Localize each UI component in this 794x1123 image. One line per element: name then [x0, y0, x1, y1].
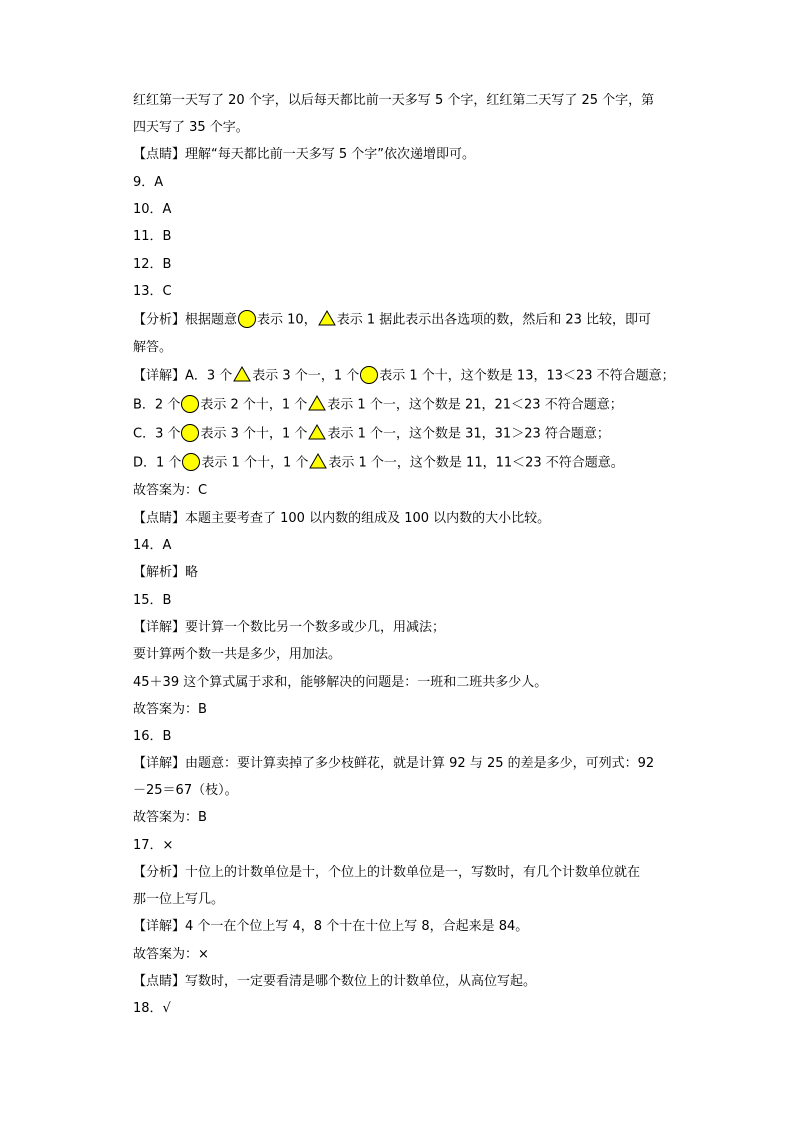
yellow-circle-icon [238, 310, 256, 328]
text-line: －25＝67（枝）。 [133, 783, 238, 798]
answer-line: 10．A [133, 202, 172, 217]
text-line: 【详解】要计算一个数比另一个数多或少几，用减法； [133, 620, 446, 635]
text-line: 故答案为：B [133, 810, 207, 825]
text-line: 四天写了 35 个字。 [133, 120, 249, 135]
text-line: 故答案为：C [133, 483, 208, 498]
text-line: 【点睛】理解“每天都比前一天多写 5 个字”依次递增即可。 [133, 147, 476, 162]
text-line: 【详解】4 个一在个位上写 4，8 个十在十位上写 8，合起来是 84。 [133, 919, 529, 934]
yellow-circle-icon [360, 366, 378, 384]
yellow-triangle-icon [233, 366, 251, 382]
answer-line: 14．A [133, 538, 172, 553]
yellow-circle-icon [181, 424, 199, 442]
text-line: 【分析】十位上的计数单位是十，个位上的计数单位是一，写数时，有几个计数单位就在 [133, 865, 641, 880]
text-line: 【解析】略 [133, 565, 199, 580]
answer-line: 9．A [133, 175, 164, 190]
text-line: 故答案为：× [133, 947, 209, 962]
answer-line: 17．× [133, 838, 174, 853]
text-line: 故答案为：B [133, 702, 207, 717]
text-line: 那一位上写几。 [133, 892, 225, 907]
text-line: B．2 个 表示 2 个十，1 个 表示 1 个一，这个数是 21，21＜23 不符合题意； [133, 396, 678, 415]
text-line: 红红第一天写了 20 个字，以后每天都比前一天多写 5 个字，红红第二天写了 25 个字，第 [133, 93, 655, 108]
yellow-circle-icon [181, 395, 199, 413]
yellow-circle-icon [182, 453, 200, 471]
text-line: D．1 个 表示 1 个十，1 个 表示 1 个一，这个数是 11，11＜23 不符合题意。 [133, 454, 678, 473]
text-line: 【点睛】写数时，一定要看清是哪个数位上的计数单位，从高位写起。 [133, 974, 537, 989]
text-line: 【详解】由题意：要计算卖掉了多少枝鲜花，就是计算 92 与 25 的差是多少，可列式：92 [133, 756, 655, 771]
answer-line: 15．B [133, 593, 172, 608]
answer-line: 13．C [133, 284, 172, 299]
text-line: C．3 个 表示 3 个十，1 个 表示 1 个一，这个数是 31，31＞23 符合题意； [133, 425, 678, 444]
answer-line: 16．B [133, 729, 172, 744]
answer-line: 18．√ [133, 1001, 171, 1016]
answer-line: 11．B [133, 229, 172, 244]
yellow-triangle-icon [318, 310, 336, 326]
text-line: 【点睛】本题主要考查了 100 以内数的组成及 100 以内数的大小比较。 [133, 511, 551, 526]
text-line: 解答。 [133, 340, 173, 355]
text-line: 【详解】A．3 个 表示 3 个一，1 个 表示 1 个十，这个数是 13，13＜23 不符合题意； [133, 367, 678, 386]
text-line: 要计算两个数一共是多少，用加法。 [133, 647, 342, 662]
text-line: 45＋39 这个算式属于求和，能够解决的问题是：一班和二班共多少人。 [133, 675, 548, 690]
answer-line: 12．B [133, 257, 172, 272]
yellow-triangle-icon [308, 395, 326, 411]
yellow-triangle-icon [308, 424, 326, 440]
yellow-triangle-icon [309, 453, 327, 469]
text-line: 【分析】根据题意 表示 10， 表示 1 据此表示出各选项的数，然后和 23 比较，即可 [133, 311, 678, 330]
